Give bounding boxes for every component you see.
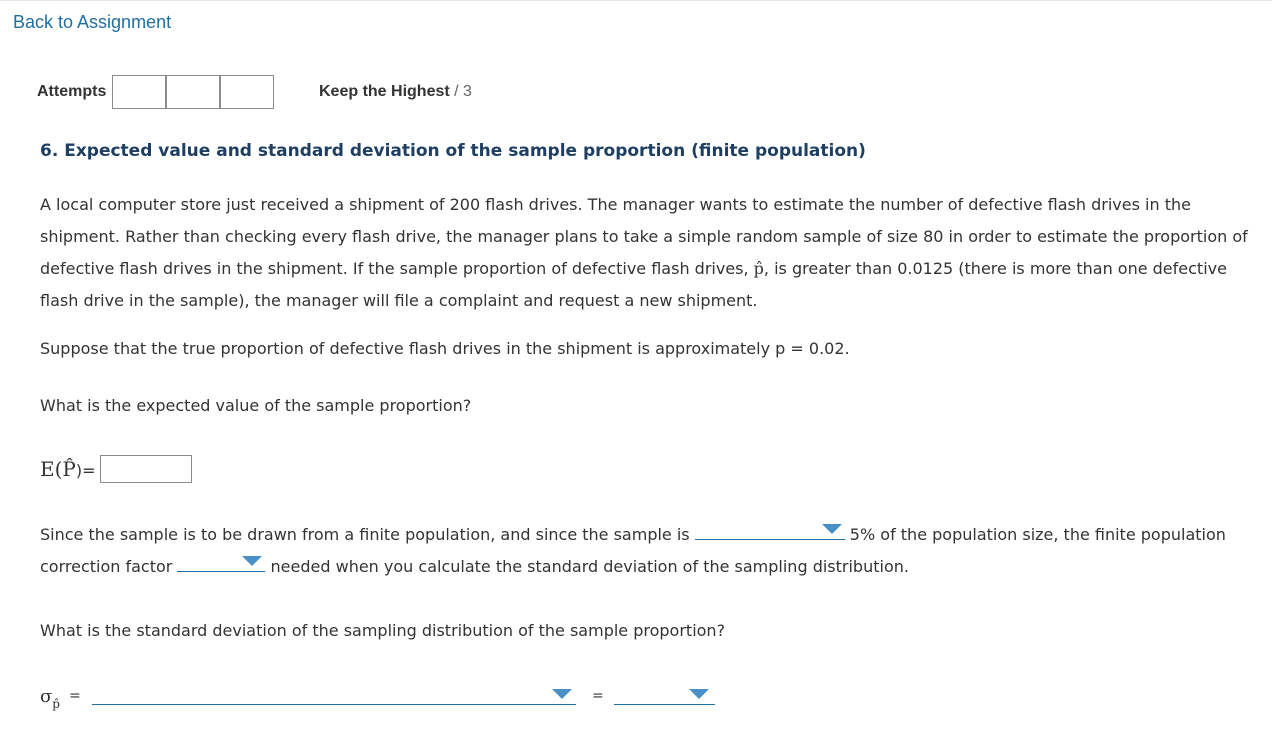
fpc-text-1: Since the sample is to be drawn from a finite population, and since the sample is — [40, 525, 695, 544]
sd-formula-dropdown[interactable] — [92, 686, 576, 705]
fpc-paragraph — [40, 519, 1262, 583]
attempts-separator: / — [454, 83, 459, 100]
back-to-assignment-link[interactable]: Back to Assignment — [13, 12, 172, 32]
attempts-max: 3 — [463, 83, 472, 100]
chevron-down-icon — [552, 689, 572, 699]
fpc-text-3: needed when you calculate the standard deviation of the sampling distribution. — [265, 557, 909, 576]
attempt-box-1 — [112, 75, 167, 109]
chevron-down-icon — [822, 524, 842, 534]
attempt-boxes — [112, 75, 274, 109]
expected-value-row — [40, 455, 192, 483]
sd-value-dropdown[interactable] — [614, 686, 715, 705]
sigma-symbol: σ — [40, 686, 53, 707]
top-divider — [0, 0, 1272, 1]
sample-size-comparison-dropdown[interactable] — [695, 519, 845, 540]
question-title: 6. Expected value and standard deviation of the sample proportion (finite population) — [40, 141, 866, 161]
expected-value-question: What is the expected value of the sample proportion? — [40, 396, 472, 415]
phat-symbol: p̂ — [753, 259, 764, 278]
keep-highest-label: Keep the Highest — [319, 83, 450, 100]
expected-label-symbol: P̂ — [62, 457, 76, 481]
question-intro — [40, 189, 1262, 317]
intro-text-2: , is greater than 0.0125 (there is more than one defective flash drive in the sample), the manager will file a complaint and request a new shipment. — [40, 259, 1227, 310]
sigma-subscript: p̂ — [52, 697, 60, 711]
suppose-text: Suppose that the true proportion of defective flash drives in the shipment is approximately p = 0.02. — [40, 339, 850, 358]
expected-label-pre: E( — [40, 457, 63, 481]
chevron-down-icon — [689, 689, 709, 699]
sigma-equals: = — [69, 688, 81, 704]
fpc-text-2: 5% of the population size, the finite population correction factor — [40, 525, 1226, 576]
expected-value-input[interactable] — [100, 455, 192, 483]
expected-label-post: )= — [75, 461, 96, 480]
chevron-down-icon — [242, 556, 262, 566]
fpc-needed-dropdown[interactable] — [177, 551, 265, 572]
attempt-box-3 — [221, 75, 274, 109]
sd-equals: = — [592, 688, 604, 704]
keep-highest-info — [319, 83, 472, 101]
intro-text-1: A local computer store just received a shipment of 200 flash drives. The manager wants to estimate the number of defective flash drives in the shipment. Rather than checking every flash drive, the manager plans to take a simple random sample of size 80 in order to estimate the proportion of defective flash drives in the shipment. If the sample proportion of defective flash drives, — [40, 195, 1248, 278]
attempt-box-2 — [167, 75, 221, 109]
expected-value-label — [40, 457, 96, 481]
sigma-phat-label — [40, 686, 60, 711]
sd-question: What is the standard deviation of the sampling distribution of the sample proportion? — [40, 621, 726, 640]
attempts-label: Attempts — [37, 83, 107, 100]
